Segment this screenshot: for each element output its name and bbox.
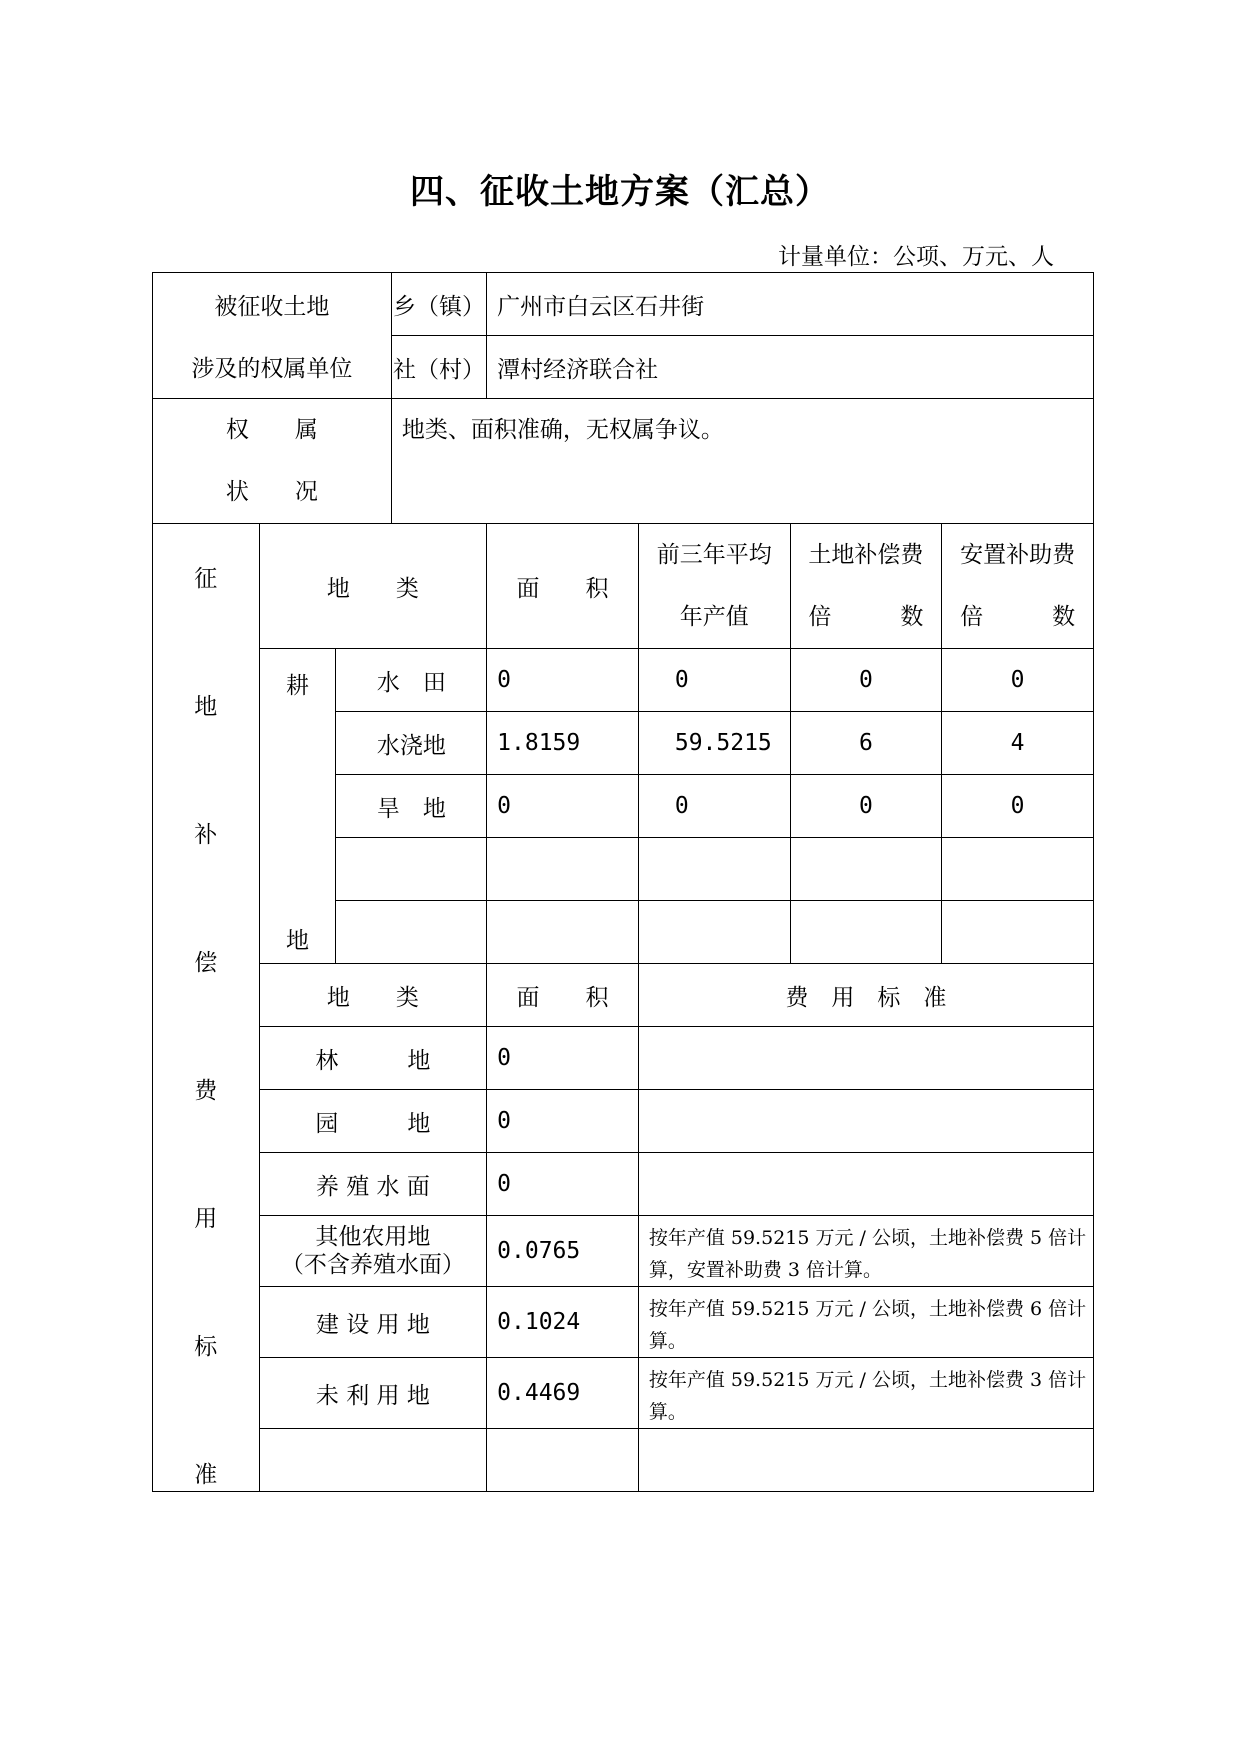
- other-type: 园 地: [259, 1090, 487, 1153]
- ownership-unit-label-1: 被征收土地: [153, 273, 392, 336]
- other-area: 0.0765: [487, 1216, 639, 1287]
- arable-type: 旱 地: [336, 775, 487, 838]
- other-area: 0: [487, 1090, 639, 1153]
- town-value: 广州市白云区石井街: [487, 273, 1094, 336]
- arable-type: [336, 901, 487, 964]
- village-label: 社（村）: [391, 336, 486, 399]
- table-row: [153, 1090, 1094, 1153]
- side-char-4: 偿: [194, 950, 218, 976]
- other-header-land-type: 地 类: [259, 964, 487, 1027]
- other-type: 其他农用地 （不含养殖水面）: [259, 1216, 487, 1287]
- land-acquisition-table: [152, 272, 1094, 1492]
- other-area: 0.4469: [487, 1358, 639, 1429]
- arable-type: 水 田: [336, 649, 487, 712]
- ownership-status-label-1: 权 属: [225, 417, 318, 443]
- side-char-7: 标: [194, 1334, 218, 1360]
- side-char-8: 准: [194, 1462, 218, 1488]
- arable-type: 水浇地: [336, 712, 487, 775]
- table-row: [153, 649, 1094, 712]
- arable-resettle-mult: 4: [942, 712, 1094, 775]
- header-land-type: 地 类: [259, 524, 487, 649]
- arable-resettle-mult: 0: [942, 649, 1094, 712]
- other-standard: [638, 1027, 1093, 1090]
- other-area: 0.1024: [487, 1287, 639, 1358]
- arable-land-mult: 0: [790, 649, 942, 712]
- header-avg-output-1: 前三年平均: [656, 542, 772, 568]
- header-avg-output-2: 年产值: [679, 604, 749, 630]
- ownership-unit-label-2: 涉及的权属单位: [153, 336, 392, 399]
- arable-resettle-mult: [942, 901, 1094, 964]
- other-area: [487, 1429, 639, 1492]
- unit-label: 计量单位：公项、万元、人: [778, 244, 1054, 270]
- arable-area: 0: [487, 649, 639, 712]
- arable-land-mult: 0: [790, 775, 942, 838]
- arable-label: [259, 649, 336, 964]
- arable-area: [487, 838, 639, 901]
- arable-area: 0: [487, 775, 639, 838]
- other-type: [259, 1429, 487, 1492]
- compensation-side-label: [153, 524, 260, 1492]
- side-char-2: 地: [194, 694, 218, 720]
- arable-area: [487, 901, 639, 964]
- header-resettle: [942, 524, 1094, 649]
- town-label: 乡（镇）: [391, 273, 486, 336]
- ownership-status-label-2: 状 况: [225, 479, 318, 505]
- arable-resettle-mult: [942, 838, 1094, 901]
- page-title: 四、征收土地方案（汇总）: [410, 172, 830, 212]
- arable-avg: 0: [638, 649, 790, 712]
- side-char-1: 征: [194, 566, 218, 592]
- table-row: [153, 1027, 1094, 1090]
- table-row: [153, 1358, 1094, 1429]
- ownership-status-label: [153, 399, 392, 524]
- other-header-standard: 费 用 标 准: [638, 964, 1093, 1027]
- village-value: 潭村经济联合社: [487, 336, 1094, 399]
- ownership-status-value: 地类、面积准确，无权属争议。: [391, 399, 1093, 524]
- side-char-5: 费: [194, 1078, 218, 1104]
- header-land-comp-1: 土地补偿费: [808, 542, 924, 568]
- arable-label-bottom: 地: [286, 928, 310, 954]
- arable-avg: [638, 838, 790, 901]
- arable-resettle-mult: 0: [942, 775, 1094, 838]
- other-standard: [638, 1090, 1093, 1153]
- arable-label-top: 耕: [286, 673, 310, 699]
- header-land-comp: [790, 524, 942, 649]
- other-standard: 按年产值 59.5215 万元 / 公顷，土地补偿费 5 倍计算，安置补助费 3 倍计算。: [638, 1216, 1093, 1287]
- other-standard: 按年产值 59.5215 万元 / 公顷，土地补偿费 6 倍计算。: [638, 1287, 1093, 1358]
- arable-avg: 59.5215: [638, 712, 790, 775]
- other-type: 养 殖 水 面: [259, 1153, 487, 1216]
- other-type: 建 设 用 地: [259, 1287, 487, 1358]
- other-type: 未 利 用 地: [259, 1358, 487, 1429]
- side-char-6: 用: [194, 1206, 218, 1232]
- other-standard: [638, 1153, 1093, 1216]
- arable-land-mult: 6: [790, 712, 942, 775]
- other-area: 0: [487, 1153, 639, 1216]
- side-char-3: 补: [194, 822, 218, 848]
- header-area: 面 积: [487, 524, 639, 649]
- other-type: 林 地: [259, 1027, 487, 1090]
- other-standard: [638, 1429, 1093, 1492]
- header-resettle-1: 安置补助费: [960, 542, 1076, 568]
- arable-type: [336, 838, 487, 901]
- header-avg-output: [638, 524, 790, 649]
- arable-land-mult: [790, 838, 942, 901]
- table-row: [153, 1429, 1094, 1492]
- other-area: 0: [487, 1027, 639, 1090]
- arable-avg: [638, 901, 790, 964]
- other-standard: 按年产值 59.5215 万元 / 公顷，土地补偿费 3 倍计算。: [638, 1358, 1093, 1429]
- table-row: [153, 1216, 1094, 1287]
- arable-land-mult: [790, 901, 942, 964]
- header-resettle-2: 倍 数: [960, 604, 1076, 630]
- arable-avg: 0: [638, 775, 790, 838]
- other-header-area: 面 积: [487, 964, 639, 1027]
- arable-area: 1.8159: [487, 712, 639, 775]
- table-row: [153, 1153, 1094, 1216]
- header-land-comp-2: 倍 数: [808, 604, 924, 630]
- table-row: [153, 1287, 1094, 1358]
